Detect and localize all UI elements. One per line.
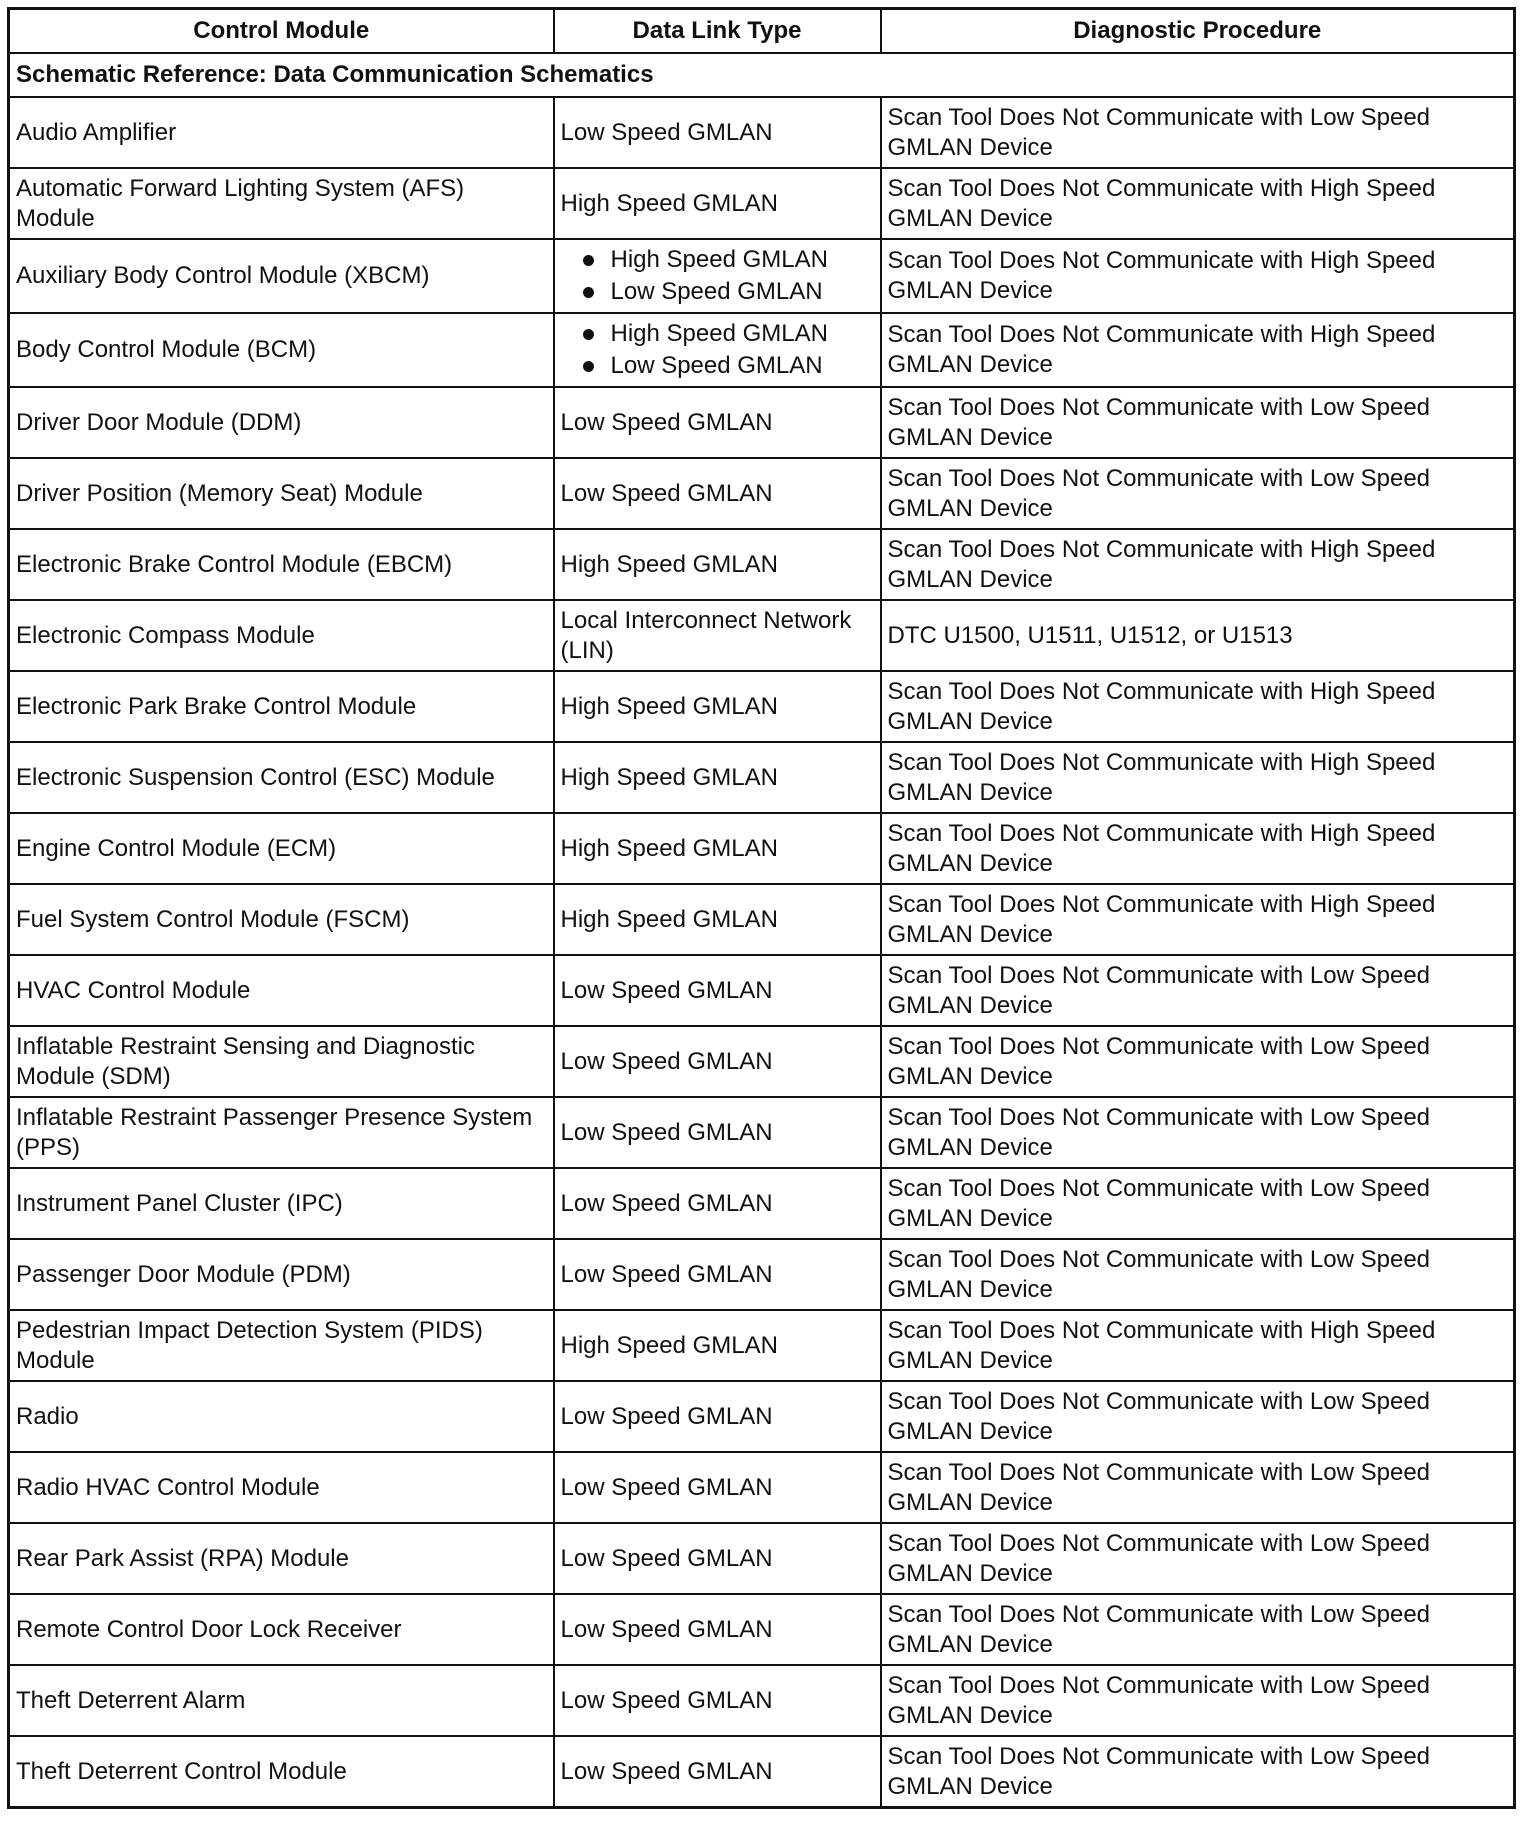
diagnostic-procedure-cell: Scan Tool Does Not Communicate with High Speed GMLAN Device	[881, 168, 1515, 239]
diagnostic-procedure-cell: Scan Tool Does Not Communicate with Low Speed GMLAN Device	[881, 1736, 1515, 1808]
header-data-link-type: Data Link Type	[554, 9, 881, 54]
data-link-type-cell: High Speed GMLAN	[554, 529, 881, 600]
table-row	[9, 168, 1515, 239]
header-diagnostic-procedure: Diagnostic Procedure	[881, 9, 1515, 54]
table-row	[9, 955, 1515, 1026]
table-row	[9, 1097, 1515, 1168]
diagnostic-procedure-cell: Scan Tool Does Not Communicate with High Speed GMLAN Device	[881, 1310, 1515, 1381]
schematic-reference-row	[9, 53, 1515, 97]
diagnostic-procedure-cell: Scan Tool Does Not Communicate with High Speed GMLAN Device	[881, 529, 1515, 600]
control-module-cell: Radio HVAC Control Module	[9, 1452, 554, 1523]
control-module-cell: Electronic Compass Module	[9, 600, 554, 671]
control-module-cell: Instrument Panel Cluster (IPC)	[9, 1168, 554, 1239]
control-module-cell: Remote Control Door Lock Receiver	[9, 1594, 554, 1665]
table-row	[9, 313, 1515, 387]
control-module-cell: Electronic Brake Control Module (EBCM)	[9, 529, 554, 600]
table-row	[9, 1239, 1515, 1310]
data-link-type-cell: Low Speed GMLAN	[554, 1594, 881, 1665]
diagnostic-procedure-cell: Scan Tool Does Not Communicate with Low Speed GMLAN Device	[881, 1026, 1515, 1097]
header-row	[9, 9, 1515, 54]
data-link-type-cell: Low Speed GMLAN	[554, 1168, 881, 1239]
diagnostic-procedure-cell: Scan Tool Does Not Communicate with High Speed GMLAN Device	[881, 313, 1515, 387]
control-module-cell: Auxiliary Body Control Module (XBCM)	[9, 239, 554, 313]
header-control-module: Control Module	[9, 9, 554, 54]
data-link-type-cell: High Speed GMLAN	[554, 742, 881, 813]
diagnostic-procedure-cell: Scan Tool Does Not Communicate with Low Speed GMLAN Device	[881, 1239, 1515, 1310]
table-row	[9, 1452, 1515, 1523]
control-module-cell: Radio	[9, 1381, 554, 1452]
control-module-cell: Theft Deterrent Control Module	[9, 1736, 554, 1808]
table-row	[9, 1665, 1515, 1736]
diagnostic-procedure-cell: Scan Tool Does Not Communicate with High Speed GMLAN Device	[881, 671, 1515, 742]
table-body	[9, 53, 1515, 1808]
diagnostic-procedure-cell: DTC U1500, U1511, U1512, or U1513	[881, 600, 1515, 671]
diagnostic-procedure-cell: Scan Tool Does Not Communicate with Low Speed GMLAN Device	[881, 955, 1515, 1026]
data-link-type-cell: Low Speed GMLAN	[554, 1452, 881, 1523]
control-module-cell: Driver Position (Memory Seat) Module	[9, 458, 554, 529]
diagnostic-procedure-cell: Scan Tool Does Not Communicate with Low Speed GMLAN Device	[881, 1594, 1515, 1665]
data-link-type-cell: Low Speed GMLAN	[554, 387, 881, 458]
data-link-type-cell: Low Speed GMLAN	[554, 1381, 881, 1452]
diagnostic-procedure-cell: Scan Tool Does Not Communicate with Low Speed GMLAN Device	[881, 1097, 1515, 1168]
data-link-list-item: Low Speed GMLAN	[581, 350, 874, 382]
table-row	[9, 529, 1515, 600]
diagnostic-procedure-cell: Scan Tool Does Not Communicate with Low Speed GMLAN Device	[881, 97, 1515, 168]
control-module-cell: Driver Door Module (DDM)	[9, 387, 554, 458]
data-link-type-cell: Low Speed GMLAN	[554, 1026, 881, 1097]
diagnostic-procedure-cell: Scan Tool Does Not Communicate with High Speed GMLAN Device	[881, 813, 1515, 884]
diagnostic-procedure-cell: Scan Tool Does Not Communicate with Low Speed GMLAN Device	[881, 458, 1515, 529]
control-module-cell: Passenger Door Module (PDM)	[9, 1239, 554, 1310]
table-row	[9, 458, 1515, 529]
table-row	[9, 1026, 1515, 1097]
diagnostic-procedure-cell: Scan Tool Does Not Communicate with Low Speed GMLAN Device	[881, 1381, 1515, 1452]
control-module-cell: Audio Amplifier	[9, 97, 554, 168]
control-module-cell: Engine Control Module (ECM)	[9, 813, 554, 884]
data-link-type-cell: Low Speed GMLAN	[554, 97, 881, 168]
control-module-cell: Inflatable Restraint Passenger Presence System (PPS)	[9, 1097, 554, 1168]
table-row	[9, 600, 1515, 671]
data-link-type-cell: Low Speed GMLAN	[554, 1523, 881, 1594]
diagnostic-procedure-cell: Scan Tool Does Not Communicate with Low Speed GMLAN Device	[881, 1168, 1515, 1239]
diagnostic-procedure-cell: Scan Tool Does Not Communicate with High Speed GMLAN Device	[881, 239, 1515, 313]
data-link-type-cell: Low Speed GMLAN	[554, 955, 881, 1026]
control-module-cell: Electronic Park Brake Control Module	[9, 671, 554, 742]
table-row	[9, 1523, 1515, 1594]
data-link-list	[561, 244, 874, 308]
control-module-cell: Inflatable Restraint Sensing and Diagnostic Module (SDM)	[9, 1026, 554, 1097]
data-link-list-item: High Speed GMLAN	[581, 318, 874, 350]
table-row	[9, 1594, 1515, 1665]
table-row	[9, 742, 1515, 813]
schematic-reference: Schematic Reference: Data Communication Schematics	[9, 53, 1515, 97]
data-link-type-cell: Low Speed GMLAN	[554, 1097, 881, 1168]
data-link-table	[7, 7, 1516, 1809]
control-module-cell: HVAC Control Module	[9, 955, 554, 1026]
data-link-type-cell: Low Speed GMLAN	[554, 1665, 881, 1736]
diagnostic-procedure-cell: Scan Tool Does Not Communicate with High Speed GMLAN Device	[881, 742, 1515, 813]
control-module-cell: Theft Deterrent Alarm	[9, 1665, 554, 1736]
data-link-list-item: High Speed GMLAN	[581, 244, 874, 276]
data-link-list-item: Low Speed GMLAN	[581, 276, 874, 308]
data-link-type-cell: High Speed GMLAN	[554, 168, 881, 239]
table-row	[9, 1168, 1515, 1239]
data-link-type-cell: Local Interconnect Network (LIN)	[554, 600, 881, 671]
control-module-cell: Automatic Forward Lighting System (AFS) Module	[9, 168, 554, 239]
table-row	[9, 813, 1515, 884]
data-link-type-cell: High Speed GMLAN	[554, 813, 881, 884]
data-link-type-cell	[554, 313, 881, 387]
data-link-type-cell: Low Speed GMLAN	[554, 1239, 881, 1310]
control-module-cell: Body Control Module (BCM)	[9, 313, 554, 387]
table-row	[9, 239, 1515, 313]
data-link-type-cell: High Speed GMLAN	[554, 884, 881, 955]
diagnostic-procedure-cell: Scan Tool Does Not Communicate with Low Speed GMLAN Device	[881, 387, 1515, 458]
data-link-list	[561, 318, 874, 382]
data-link-type-cell: High Speed GMLAN	[554, 671, 881, 742]
table-row	[9, 884, 1515, 955]
data-link-type-cell: Low Speed GMLAN	[554, 1736, 881, 1808]
table-row	[9, 1381, 1515, 1452]
table-row	[9, 97, 1515, 168]
table-row	[9, 671, 1515, 742]
table-row	[9, 1736, 1515, 1808]
control-module-cell: Fuel System Control Module (FSCM)	[9, 884, 554, 955]
diagnostic-procedure-cell: Scan Tool Does Not Communicate with Low Speed GMLAN Device	[881, 1452, 1515, 1523]
control-module-cell: Electronic Suspension Control (ESC) Module	[9, 742, 554, 813]
data-link-type-cell: High Speed GMLAN	[554, 1310, 881, 1381]
data-link-type-cell: Low Speed GMLAN	[554, 458, 881, 529]
table-row	[9, 1310, 1515, 1381]
table-row	[9, 387, 1515, 458]
diagnostic-procedure-cell: Scan Tool Does Not Communicate with High Speed GMLAN Device	[881, 884, 1515, 955]
diagnostic-procedure-cell: Scan Tool Does Not Communicate with Low Speed GMLAN Device	[881, 1665, 1515, 1736]
data-link-type-cell	[554, 239, 881, 313]
control-module-cell: Rear Park Assist (RPA) Module	[9, 1523, 554, 1594]
diagnostic-procedure-cell: Scan Tool Does Not Communicate with Low Speed GMLAN Device	[881, 1523, 1515, 1594]
control-module-cell: Pedestrian Impact Detection System (PIDS) Module	[9, 1310, 554, 1381]
